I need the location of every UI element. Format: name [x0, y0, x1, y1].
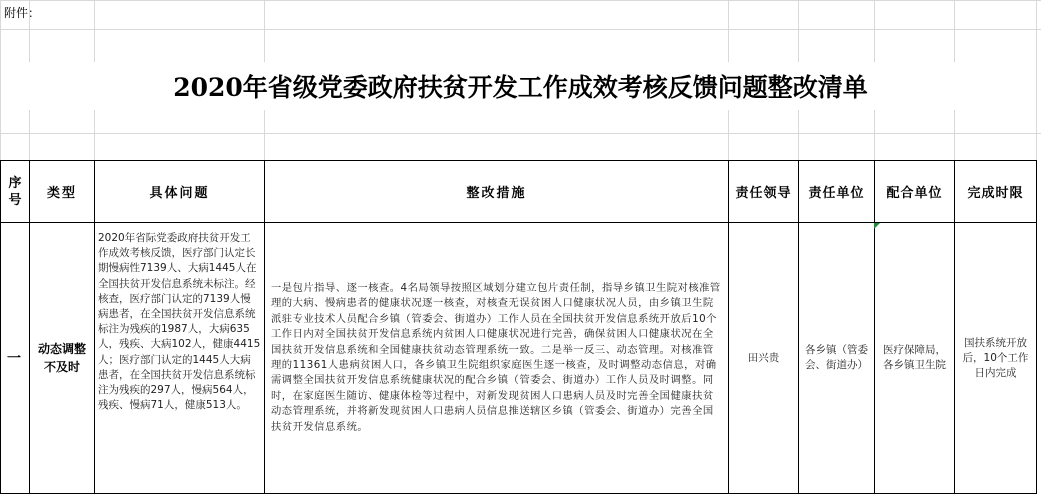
- row-deadline: 国扶系统开放后，10个工作日内完成: [962, 336, 1029, 379]
- header-problem: 具体问题: [149, 186, 210, 201]
- gridline: [0, 0, 1041, 1]
- row-problem: 2020年省际党委政府扶贫开发工作成效考核反馈，医疗部门认定长期慢病性7139人、大病1445人在全国扶贫开发信息系统未标注。经核查，医疗部门认定的7139人慢病患者，在全国扶贫开发信息系统标注为残疾的1987人，大病635人，残疾、大病102人，健康4415人；医疗部门认定的1445人大病患者，在全国扶贫开发信息系统标注为残疾的297人，慢病564人，残疾、慢病71人，健康513人。: [98, 232, 261, 412]
- header-coop: 配合单位: [886, 186, 943, 201]
- gridline: [94, 0, 95, 62]
- row-unit: 各乡镇（管委会、街道办）: [805, 344, 868, 371]
- gridline: [728, 0, 729, 62]
- gridline: [264, 0, 265, 62]
- gridline: [954, 110, 955, 160]
- attachment-label: 附件：: [4, 6, 41, 20]
- header-deadline: 完成时限: [967, 186, 1024, 201]
- gridline: [0, 29, 1041, 30]
- header-seq: 序号: [8, 175, 22, 208]
- gridline: [798, 0, 799, 62]
- comment-marker-icon[interactable]: [874, 223, 880, 229]
- gridline: [29, 110, 30, 160]
- gridline: [0, 133, 1041, 134]
- row-seq: 一: [7, 351, 23, 367]
- gridline: [264, 110, 265, 160]
- row-type: 动态调整不及时: [37, 342, 86, 374]
- header-measures: 整改措施: [466, 186, 527, 201]
- gridline: [874, 0, 875, 62]
- row-leader: 田兴贵: [747, 351, 780, 364]
- header-leader: 责任领导: [735, 186, 792, 201]
- row-coop: 医疗保障局，各乡镇卫生院: [883, 344, 946, 371]
- header-type: 类型: [46, 186, 77, 201]
- gridline: [728, 110, 729, 160]
- table-border: [0, 493, 1037, 494]
- table-border: [1036, 160, 1037, 494]
- page-title: 2020年省级党委政府扶贫开发工作成效考核反馈问题整改清单: [173, 73, 868, 102]
- gridline: [798, 110, 799, 160]
- header-unit: 责任单位: [808, 186, 865, 201]
- gridline: [874, 110, 875, 160]
- row-measures: 一是包片指导、逐一核查。4名局领导按照区域划分建立包片责任制，指导乡镇卫生院对核准管理的大病、慢病患者的健康状况逐一核查，对核查无误贫困人口健康状况人员，由乡镇卫生院派驻专业技术人员配合乡镇（管委会、街道办）工作人员在全国扶贫开发信息系统开放后10个工作日内对全国扶贫开发信息系统内贫困人口健康状况进行完善，确保贫困人口健康状况在全国扶贫开发信息系统和全国健康扶贫动态管理系统一致。二是举一反三、动态管理。对核准管理的11361人患病贫困人口，各乡镇卫生院组织家庭医生逐一核查，及时调整动态信息，对确需调整全国扶贫开发信息系统健康状况的配合乡镇（管委会、街道办）工作人员及时调整。同时，在家庭医生随访、健康体检等过程中，对新发现贫困人口患病人员及时完善全国健康扶贫动态管理系统，并将新发现贫困人口患病人员信息推送辖区乡镇（管委会、街道办）完善全国扶贫开发信息系统。: [271, 281, 721, 433]
- gridline: [954, 0, 955, 62]
- gridline: [94, 110, 95, 160]
